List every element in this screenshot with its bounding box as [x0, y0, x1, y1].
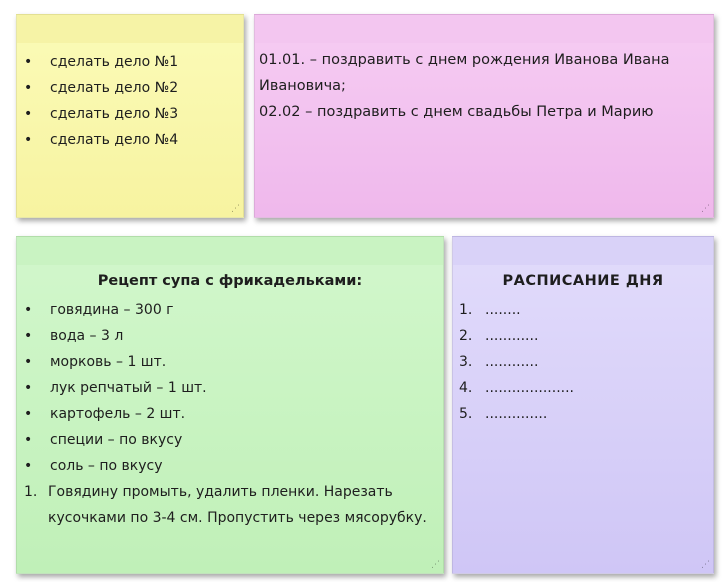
resize-grip-icon[interactable]: ⋰ — [701, 204, 709, 214]
list-item: • морковь – 1 шт. — [24, 349, 434, 375]
bullet-icon: • — [24, 354, 33, 370]
note-heading: РАСПИСАНИЕ ДНЯ — [502, 273, 664, 289]
bullet-icon: • — [24, 54, 33, 70]
ingredients-list — [24, 297, 434, 479]
bullet-icon: • — [24, 132, 33, 148]
bullet-icon: • — [24, 458, 33, 474]
list-item: 1. ........ — [459, 302, 521, 318]
resize-grip-icon[interactable]: ⋰ — [231, 204, 239, 214]
schedule-list — [459, 297, 699, 427]
list-item: 2. ............ — [459, 328, 539, 344]
bullet-icon: • — [24, 80, 33, 96]
bullet-icon: • — [24, 106, 33, 122]
resize-grip-icon[interactable]: ⋰ — [431, 560, 439, 570]
list-item: • лук репчатый – 1 шт. — [24, 375, 434, 401]
list-item: • сделать дело №4 — [24, 127, 234, 153]
note-heading: Рецепт супа с фрикадельками: — [97, 273, 363, 289]
bullet-icon: • — [24, 328, 33, 344]
bullet-icon: • — [24, 432, 33, 448]
note-body — [259, 47, 699, 125]
list-item: • картофель – 2 шт. — [24, 401, 434, 427]
sticky-note-schedule[interactable] — [452, 236, 714, 574]
bullet-icon: • — [24, 302, 33, 318]
note-line: 01.01. – поздравить с днем рождения Иванова Ивана Ивановича; — [259, 52, 670, 94]
list-item: • сделать дело №3 — [24, 101, 234, 127]
bullet-icon: • — [24, 380, 33, 396]
list-item: 3. ............ — [459, 354, 539, 370]
list-item: • говядина – 300 г — [24, 297, 434, 323]
step-number: 1. — [24, 484, 38, 500]
recipe-step — [24, 479, 434, 531]
list-item: • сделать дело №1 — [24, 49, 234, 75]
sticky-note-recipe[interactable] — [16, 236, 444, 574]
sticky-note-todo[interactable] — [16, 14, 244, 218]
list-item: • сделать дело №2 — [24, 75, 234, 101]
step-text: Говядину промыть, удалить пленки. Нарезать кусочками по 3-4 см. Пропустить через мясорубку. — [48, 484, 427, 526]
bullet-icon: • — [24, 406, 33, 422]
list-item: • вода – 3 л — [24, 323, 434, 349]
list-item: • соль – по вкусу — [24, 453, 434, 479]
todo-list — [24, 49, 234, 153]
resize-grip-icon[interactable]: ⋰ — [701, 560, 709, 570]
list-item: 4. .................... — [459, 380, 575, 396]
note-line: 02.02 – поздравить с днем свадьбы Петра и Марию — [259, 104, 654, 120]
list-item: • специи – по вкусу — [24, 427, 434, 453]
list-item: 5. .............. — [459, 406, 548, 422]
sticky-note-dates[interactable] — [254, 14, 714, 218]
